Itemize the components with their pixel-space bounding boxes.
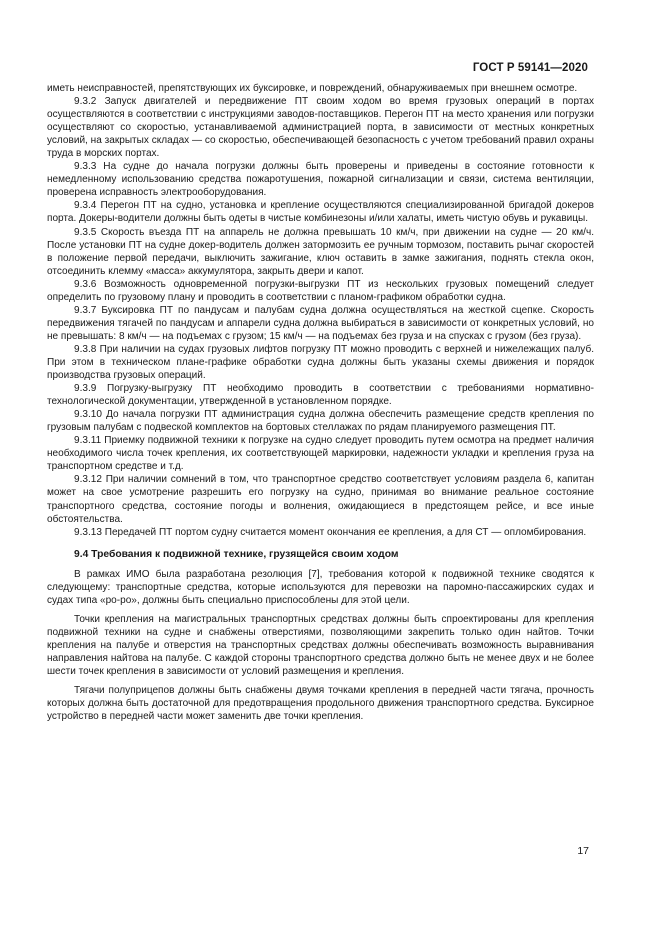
paragraph-continuation: иметь неисправностей, препятствующих их буксировке, и повреждений, обнаруживаемых при внешнем осмотре.: [47, 83, 578, 94]
clause-9-3-2: 9.3.2 Запуск двигателей и передвижение ПТ своим ходом во время грузовых операций в портах осуществляются в соответствии с инструкциями заводов-поставщиков. Перегон ПТ на место хранения или погрузки осуществляют со скоростью, устанавливаемой администрацией порта, в зависимости от местных конкретных условий, на закрытых складах — со скоростью, обеспечивающей безопасность с учетом требований правил охраны труда в морских портах.: [47, 96, 594, 160]
clause-9-3-3: 9.3.3 На судне до начала погрузки должны быть проверены и приведены в состояние готовности к немедленному использованию средства пожаротушения, пожарной сигнализации и связи, система вентиляции, проверена исправность электрооборудования.: [47, 161, 594, 199]
clause-9-3-9: 9.3.9 Погрузку-выгрузку ПТ необходимо проводить в соответствии с требованиями нормативно-технологической документации, утвержденной в установленном порядке.: [47, 383, 594, 408]
clause-9-3-13: 9.3.13 Передачей ПТ портом судну считается момент окончания ее крепления, а для СТ — опломбирования.: [74, 526, 587, 538]
page-number: 17: [577, 845, 589, 857]
section-heading-9-4: 9.4 Требования к подвижной технике, грузящейся своим ходом: [74, 548, 399, 560]
section-9-4-paragraph: Тягачи полуприцепов должны быть снабжены двумя точками крепления в передней части тягача, прочность которых должна быть достаточной для предотвращения продольного движения транспортного средства. Буксирное устройство в передней части может заменить две точки крепления.: [47, 685, 594, 723]
page-body: [47, 82, 594, 723]
clause-9-3-7: 9.3.7 Буксировка ПТ по пандусам и палубам судна должна осуществляться на жесткой сцепке. Скорость передвижения тягачей по пандусам и аппарели судна должна выбираться в зависимости от конкретных условий, но не превышать: 8 км/ч — на подъемах с грузом; 15 км/ч — на подъемах без груза и на спусках с грузом (без груза).: [47, 304, 594, 342]
section-9-4-paragraph: Точки крепления на магистральных транспортных средствах должны быть спроектированы для крепления подвижной техники на судне и снабжены отверстиями, позволяющими закрепить только один найтов. Точки крепления на палубе и отверстия на транспортных средствах должны обеспечивать возможность выравнивания направления найтова на палубе. С каждой стороны транспортного средства должно быть не менее двух и не более шести точек крепления в зависимости от условий размещения и крепления.: [47, 613, 594, 677]
clause-9-3-6: 9.3.6 Возможность одновременной погрузки-выгрузки ПТ из нескольких грузовых помещений следует определить по грузовому плану и проводить в соответствии с планом-графиком обработки судна.: [47, 278, 594, 303]
clause-9-3-4: 9.3.4 Перегон ПТ на судно, установка и крепление осуществляются специализированной бригадой докеров порта. Докеры-водители должны быть одеты в чистые комбинезоны и/или халаты, иметь чистую обувь и рукавицы.: [47, 200, 594, 225]
clause-9-3-5: 9.3.5 Скорость въезда ПТ на аппарель не должна превышать 10 км/ч, при движении на судне — 20 км/ч. После установки ПТ на судне докер-водитель должен затормозить ее ручным тормозом, поставить рычаг скоростей в положение первой передачи, выключить зажигание, ключ оставить в замке зажигания, поднять стекла окон, отсоединить клемму «масса» аккумулятора, закрыть двери и капот.: [47, 226, 594, 277]
clause-9-3-12: 9.3.12 При наличии сомнений в том, что транспортное средство соответствует условиям раздела 6, капитан может на свое усмотрение разрешить его погрузку на судно, принимая во внимание реальное состояние транспортного средства, состояние погоды и волнения, ожидающиеся в предстоящем рейсе, и все иные обстоятельства.: [47, 474, 594, 525]
standard-designation: ГОСТ Р 59141—2020: [472, 62, 588, 74]
clause-9-3-11: 9.3.11 Приемку подвижной техники к погрузке на судно следует проводить путем осмотра на предмет наличия необходимого числа точек крепления, их соответствующей маркировки, надежности укладки и крепления груза на транспортном средстве и т.д.: [47, 435, 594, 473]
section-9-4-paragraph: В рамках ИМО была разработана резолюция [7], требования которой к подвижной технике сводятся к следующему: транспортные средства, которые используются для перевозки на паромно-пассажирских судах и судах типа «ро-ро», должны быть специально приспособлены для этой цели.: [47, 568, 594, 606]
clause-9-3-8: 9.3.8 При наличии на судах грузовых лифтов погрузку ПТ можно проводить с верхней и нижележащих палуб. При этом в техническом плане-графике обработки судна должны быть указаны схемы движения и порядок производства грузовых операций.: [47, 343, 594, 382]
clause-9-3-10: 9.3.10 До начала погрузки ПТ администрация судна должна обеспечить размещение средств крепления по грузовым палубам с подвеской комплектов на бортовых стеллажах по рядам планируемого размещения ПТ.: [47, 409, 594, 434]
